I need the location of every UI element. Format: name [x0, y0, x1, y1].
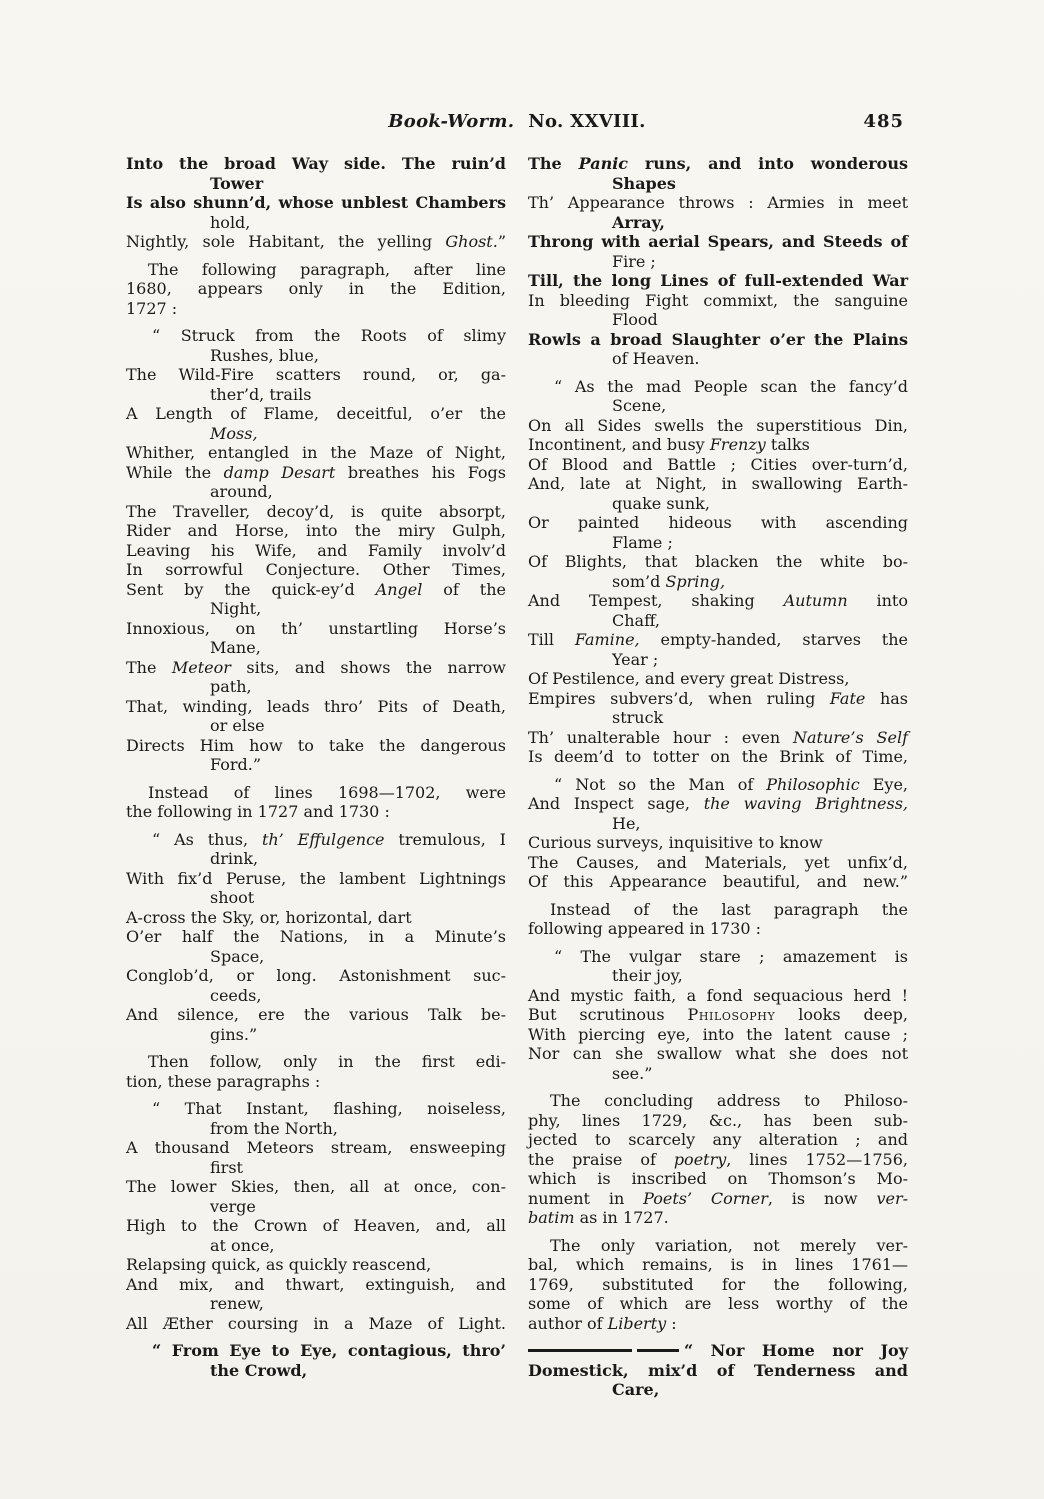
running-head [126, 112, 908, 138]
text-line: Of this Appearance beautiful, and new.” [528, 872, 908, 891]
text-line: In sorrowful Conjecture. Other Times, [126, 560, 506, 579]
text-line: Tower [210, 173, 264, 193]
text-line: The Meteor sits, and shows the narrow [126, 657, 507, 677]
verse-block [528, 154, 908, 369]
column-right [528, 154, 908, 1400]
text-line: jected to scarcely any alteration ; and [528, 1130, 908, 1149]
text-line: som’d Spring, [612, 571, 726, 591]
text-line: Scene, [612, 396, 667, 415]
text-line: Directs Him how to take the dangerous [126, 735, 506, 755]
text-line: Care, [612, 1380, 660, 1399]
text-line: “ From Eye to Eye, contagious, thro’ [152, 1341, 506, 1360]
text-line: A-cross the Sky, or, horizontal, dart [126, 907, 412, 927]
verse-block [528, 1341, 908, 1400]
text-line: In bleeding Fight commixt, the sanguine [528, 290, 908, 310]
text-line: Of Blood and Battle ; Cities over-turn’d, [528, 454, 908, 474]
text-line: hold, [210, 212, 251, 232]
text-line: struck [612, 708, 664, 727]
text-line: “ As thus, th’ Effulgence tremulous, I [152, 829, 506, 849]
text-line: see.” [612, 1063, 653, 1083]
text-line: of Heaven. [612, 349, 700, 368]
text-line: their joy, [612, 966, 683, 985]
text-line: Incontinent, and busy Frenzy talks [528, 435, 810, 454]
text-line: first [210, 1157, 243, 1177]
text-line: drink, [210, 849, 259, 868]
text-line: some of which are less worthy of the [528, 1294, 908, 1313]
text-line: Instead of the last paragraph the [550, 899, 908, 919]
page-number: 485 [863, 111, 904, 132]
text-line: ceeds, [210, 985, 262, 1005]
text-line: author of Liberty : [528, 1313, 677, 1333]
text-line: Rowls a broad Slaughter o’er the Plains [528, 329, 908, 349]
text-line: gins.” [210, 1024, 258, 1044]
printed-rule [528, 1349, 632, 1352]
text-line: He, [612, 813, 641, 833]
text-line: or else [210, 716, 265, 735]
text-line: The Wild-Fire scatters round, or, ga- [126, 365, 506, 384]
text-line: And mystic faith, a fond sequacious herd ! [528, 985, 908, 1005]
text-line: renew, [210, 1294, 264, 1313]
text-line: 1727 : [126, 298, 178, 318]
text-line: Into the broad Way side. The ruin’d [126, 154, 506, 173]
verse-block [126, 1341, 506, 1380]
text-line: from the North, [210, 1118, 338, 1138]
text-line: Then follow, only in the first edi- [148, 1052, 506, 1071]
text-line: Year ; [612, 649, 659, 669]
text-line: Of Pestilence, and every great Distress, [528, 669, 850, 688]
text-line: With fix’d Peruse, the lambent Lightnings [126, 868, 506, 888]
text-line: Empires subvers’d, when ruling Fate has [528, 688, 908, 708]
prose-paragraph [126, 1052, 506, 1091]
text-line: Sent by the quick-ey’d Angel of the [126, 579, 506, 599]
text-columns [126, 154, 908, 1400]
text-line: Instead of lines 1698—1702, were [148, 782, 506, 802]
text-line: 1769, substituted for the following, [528, 1274, 908, 1294]
text-line: “ Nor Home nor Joy [528, 1341, 908, 1361]
verse-block [528, 377, 908, 767]
text-line: While the damp Desart breathes his Fogs [126, 462, 506, 482]
text-line: And Tempest, shaking Autumn into [528, 591, 908, 610]
printed-rule [637, 1349, 679, 1352]
text-line: “ The vulgar stare ; amazement is [554, 946, 908, 966]
text-line: A thousand Meteors stream, ensweeping [126, 1138, 506, 1157]
text-line: And mix, and thwart, extinguish, and [126, 1274, 506, 1294]
text-line: But scrutinous Philosophy looks deep, [528, 1005, 908, 1024]
journal-title: Book-Worm. [388, 111, 515, 132]
text-line: The following paragraph, after line [148, 259, 506, 279]
text-line: verge [210, 1196, 256, 1216]
text-line: “ As the mad People scan the fancy’d [554, 376, 908, 396]
text-line: Domestick, mix’d of Tenderness and [528, 1360, 908, 1380]
text-line: Flame ; [612, 532, 673, 552]
text-line: Curious surveys, inquisitive to know [528, 833, 823, 852]
text-line: High to the Crown of Heaven, and, all [126, 1216, 506, 1235]
verse-block [126, 154, 506, 252]
text-line: A Length of Flame, deceitful, o’er the [126, 404, 506, 423]
text-line: “ Not so the Man of Philosophic Eye, [554, 774, 908, 794]
text-line: All Æther coursing in a Maze of Light. [126, 1313, 506, 1333]
text-line: Th’ Appearance throws : Armies in meet [528, 193, 908, 212]
text-line: “ Struck from the Roots of slimy [152, 326, 506, 345]
text-line: Chaff, [612, 610, 660, 630]
text-line: at once, [210, 1235, 275, 1255]
text-line: Innoxious, on th’ unstartling Horse’s [126, 618, 506, 638]
text-line: The lower Skies, then, all at once, con- [126, 1177, 506, 1196]
text-line: Flood [612, 310, 658, 329]
text-line: Of Blights, that blacken the white bo- [528, 552, 908, 571]
text-line: That, winding, leads thro’ Pits of Death, [126, 696, 506, 716]
text-line: On all Sides swells the superstitious Din, [528, 415, 908, 435]
prose-paragraph [528, 1236, 908, 1334]
text-line: ther’d, trails [210, 384, 312, 404]
text-line: phy, lines 1729, &c., has been sub- [528, 1110, 908, 1130]
text-line: following appeared in 1730 : [528, 919, 762, 938]
text-line: Array, [612, 212, 665, 232]
text-line: around, [210, 482, 273, 501]
text-line: Whither, entangled in the Maze of Night, [126, 443, 506, 462]
text-line: the following in 1727 and 1730 : [126, 802, 390, 821]
text-line: “ That Instant, flashing, noiseless, [152, 1099, 506, 1118]
prose-paragraph [126, 783, 506, 822]
text-line: Fire ; [612, 251, 656, 271]
text-line: Throng with aerial Spears, and Steeds of [528, 232, 908, 251]
text-line: And, late at Night, in swallowing Earth- [528, 474, 908, 493]
text-line: Is deem’d to totter on the Brink of Time, [528, 747, 908, 766]
verse-block [528, 775, 908, 892]
verse-block [126, 326, 506, 775]
text-line: Till, the long Lines of full-extended War [528, 271, 908, 290]
prose-paragraph [126, 260, 506, 319]
text-line: 1680, appears only in the Edition, [126, 279, 506, 298]
text-line: Rushes, blue, [210, 345, 319, 365]
text-line: path, [210, 677, 252, 696]
text-line: Shapes [612, 173, 676, 193]
text-line: Mane, [210, 638, 261, 657]
text-line: Till Famine, empty-handed, starves the [528, 630, 909, 649]
verse-block [126, 830, 506, 1045]
text-line: shoot [210, 888, 255, 907]
text-line: And Inspect sage, the waving Brightness, [528, 794, 909, 813]
text-line: Th’ unalterable hour : even Nature’s Self [528, 727, 908, 747]
text-line: Space, [210, 946, 265, 966]
text-line: Nor can she swallow what she does not [528, 1044, 908, 1063]
prose-paragraph [528, 900, 908, 939]
column-left [126, 154, 506, 1400]
text-line: Or painted hideous with ascending [528, 513, 908, 532]
verse-block [126, 1099, 506, 1333]
text-line: Relapsing quick, as quickly reascend, [126, 1255, 432, 1274]
text-line: Ford.” [210, 755, 262, 774]
issue-number: No. XXVIII. [528, 111, 646, 132]
text-line: quake sunk, [612, 493, 710, 513]
text-line: And silence, ere the various Talk be- [126, 1005, 506, 1024]
text-line: batim as in 1727. [528, 1208, 669, 1227]
text-line: nument in Poets’ Corner, is now ver- [528, 1188, 909, 1208]
text-line: tion, these paragraphs : [126, 1071, 321, 1091]
running-head-center [126, 112, 908, 132]
text-line: the praise of poetry, lines 1752—1756, [528, 1149, 908, 1169]
text-line: Night, [210, 599, 262, 618]
text-line: Nightly, sole Habitant, the yelling Ghost.” [126, 232, 506, 251]
text-line: which is inscribed on Thomson’s Mo- [528, 1169, 908, 1188]
prose-paragraph [528, 1091, 908, 1228]
text-line: Leaving his Wife, and Family involv’d [126, 540, 506, 560]
verse-block [528, 947, 908, 1084]
text-line: The Causes, and Materials, yet unfix’d, [528, 852, 908, 872]
text-line: The concluding address to Philoso- [550, 1091, 908, 1110]
text-line: Rider and Horse, into the miry Gulph, [126, 521, 506, 540]
text-line: The Panic runs, and into wonderous [528, 154, 908, 173]
text-line: bal, which remains, is in lines 1761— [528, 1255, 908, 1274]
text-line: With piercing eye, into the latent cause ; [528, 1024, 908, 1044]
text-line: The only variation, not merely ver- [550, 1235, 908, 1255]
text-line: Conglob’d, or long. Astonishment suc- [126, 966, 506, 985]
text-line: The Traveller, decoy’d, is quite absorpt, [126, 501, 506, 521]
text-line: O’er half the Nations, in a Minute’s [126, 927, 506, 946]
text-line: the Crowd, [210, 1360, 308, 1380]
text-line: Is also shunn’d, whose unblest Chambers [126, 193, 506, 212]
text-line: Moss, [210, 423, 258, 443]
